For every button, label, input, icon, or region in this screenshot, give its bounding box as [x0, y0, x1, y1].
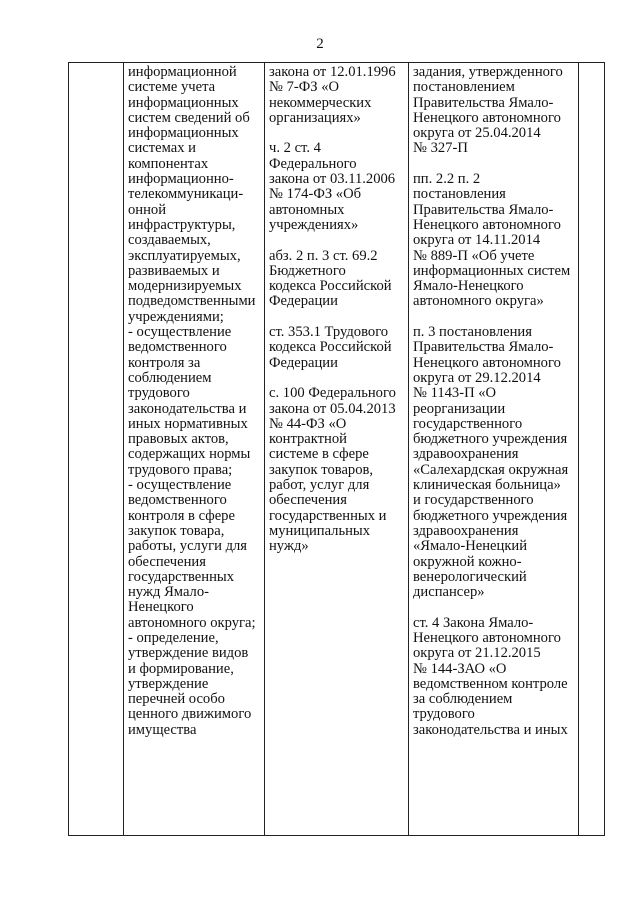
text-paragraph [269, 65, 404, 126]
text-line: пп. 2.2 п. 2 [413, 171, 481, 188]
text-line: информационных [128, 125, 239, 142]
text-line: трудового [128, 385, 190, 402]
text-line: государственных и [269, 507, 387, 524]
text-line: ст. 353.1 Трудового [269, 324, 389, 341]
text-line: Бюджетного [269, 262, 346, 279]
text-line: № 7-ФЗ «О [269, 79, 340, 96]
text-line: окружной кожно- [413, 553, 522, 570]
text-line: автономного округа; [128, 614, 256, 631]
text-line: модернизируемых [128, 278, 242, 295]
text-line: онной [128, 201, 167, 218]
text-line: утверждение видов [128, 645, 249, 662]
text-line: закупок товара, [128, 522, 225, 539]
text-line: закона от 12.01.1996 [269, 65, 396, 80]
text-line: создаваемых, [128, 232, 211, 249]
text-paragraph [413, 325, 574, 600]
text-line: венерологический [413, 568, 527, 585]
table-cell-function [124, 63, 265, 836]
text-line: № 44-ФЗ «О [269, 415, 347, 432]
text-line: Ненецкого автономного [413, 109, 561, 126]
text-line: округа от 29.12.2014 [413, 369, 541, 386]
text-line: Ненецкого автономного [413, 354, 561, 371]
text-line: информационной [128, 65, 237, 80]
text-line: Ненецкого автономного [413, 216, 561, 233]
text-line: округа от 14.11.2014 [413, 232, 541, 249]
text-line: контроля за [128, 354, 201, 371]
text-line: информационно- [128, 171, 234, 188]
text-line: № 1143-П «О [413, 385, 497, 402]
text-line: трудового [413, 706, 475, 723]
text-paragraph [269, 141, 404, 233]
text-line: развиваемых и [128, 262, 220, 279]
table-cell-number [69, 63, 124, 836]
text-line: реорганизации [413, 400, 506, 417]
text-line: с. 100 Федерального [269, 385, 396, 402]
text-line: бюджетного учреждения [413, 431, 568, 448]
text-line: Правительства Ямало- [413, 201, 554, 218]
text-line: эксплуатируемых, [128, 247, 241, 264]
text-line: кодекса Российской [269, 278, 392, 295]
text-line: кодекса Российской [269, 339, 392, 356]
text-line: обеспечения [269, 492, 347, 509]
page-number: 2 [316, 36, 324, 52]
text-line: № 889-П «Об учете [413, 247, 535, 264]
text-line: информационных систем [413, 262, 571, 279]
text-line: «Ямало-Ненецкий [413, 538, 528, 555]
text-line: учреждениях» [269, 216, 359, 233]
text-line: нужд Ямало- [128, 584, 209, 601]
text-line: работ, услуг для [269, 477, 370, 494]
text-line: округа от 25.04.2014 [413, 125, 541, 142]
text-line: утверждение [128, 675, 209, 692]
text-line: имущества [128, 721, 197, 738]
text-line: и государственного [413, 492, 534, 509]
text-line: п. 3 постановления [413, 324, 532, 341]
text-line: постановлением [413, 79, 515, 96]
text-line: работы, услуги для [128, 538, 248, 555]
text-line: клиническая больница» [413, 477, 561, 494]
text-line: бюджетного учреждения [413, 507, 568, 524]
text-line: информационных [128, 94, 239, 111]
text-line: муниципальных [269, 522, 371, 539]
text-line: постановления [413, 186, 506, 203]
text-line: телекоммуникаци- [128, 186, 244, 203]
text-line: ведомственного [128, 339, 227, 356]
text-line: ведомственном контроле [413, 675, 568, 692]
text-line: ценного движимого [128, 706, 252, 723]
text-line: автономного округа» [413, 293, 544, 310]
text-paragraph [413, 172, 574, 310]
text-line: - осуществление [128, 477, 232, 494]
text-line: законодательства и [128, 400, 247, 417]
text-line: компонентах [128, 155, 209, 172]
text-line: - определение, [128, 629, 219, 646]
text-line: контроля в сфере [128, 507, 235, 524]
text-paragraph [128, 65, 260, 738]
text-paragraph [269, 249, 404, 310]
text-line: контрактной [269, 431, 347, 448]
text-line: за соблюдением [413, 691, 513, 708]
text-line: ч. 2 ст. 4 [269, 140, 321, 157]
text-line: Правительства Ямало- [413, 339, 554, 356]
text-line: Правительства Ямало- [413, 94, 554, 111]
text-line: организациях» [269, 109, 361, 126]
text-line: Ненецкого [128, 599, 194, 616]
table-cell-federal-basis [265, 63, 409, 836]
text-line: содержащих нормы [128, 446, 251, 463]
text-line: закона от 05.04.2013 [269, 400, 396, 417]
text-line: Федерального [269, 155, 357, 172]
text-paragraph [269, 325, 404, 371]
text-line: № 174-ФЗ «Об [269, 186, 362, 203]
text-line: задания, утвержденного [413, 65, 563, 80]
text-line: учреждениями; [128, 308, 224, 325]
text-line: обеспечения [128, 553, 206, 570]
text-line: ведомственного [128, 492, 227, 509]
text-paragraph [269, 386, 404, 554]
text-line: подведомственными [128, 293, 256, 310]
text-line: инфраструктуры, [128, 216, 236, 233]
text-line: системе учета [128, 79, 216, 96]
text-line: - осуществление [128, 324, 232, 341]
text-line: трудового права; [128, 461, 233, 478]
legal-table [68, 62, 605, 836]
text-line: «Салехардская окружная [413, 461, 569, 478]
text-line: Ненецкого автономного [413, 629, 561, 646]
table-cell-regional-basis [409, 63, 579, 836]
text-line: ст. 4 Закона Ямало- [413, 614, 534, 631]
text-line: государственного [413, 415, 523, 432]
text-paragraph [413, 65, 574, 157]
table-cell-note [579, 63, 605, 836]
text-line: системах и [128, 140, 196, 157]
text-line: закона от 03.11.2006 [269, 171, 396, 188]
text-line: здравоохранения [413, 522, 519, 539]
text-line: системе в сфере [269, 446, 369, 463]
text-line: абз. 2 п. 3 ст. 69.2 [269, 247, 378, 264]
text-line: здравоохранения [413, 446, 519, 463]
table-row [69, 63, 605, 836]
text-line: законодательства и иных [413, 721, 568, 738]
text-line: перечней особо [128, 691, 225, 708]
text-line: Федерации [269, 354, 338, 371]
text-line: и формирование, [128, 660, 234, 677]
text-paragraph [413, 616, 574, 738]
text-line: закупок товаров, [269, 461, 374, 478]
text-line: автономных [269, 201, 345, 218]
text-line: нужд» [269, 538, 309, 555]
text-line: диспансер» [413, 584, 485, 601]
text-line: иных нормативных [128, 415, 248, 432]
text-line: соблюдением [128, 369, 212, 386]
text-line: некоммерческих [269, 94, 372, 111]
text-line: правовых актов, [128, 431, 229, 448]
text-line: систем сведений об [128, 109, 250, 126]
text-line: государственных [128, 568, 235, 585]
text-line: округа от 21.12.2015 [413, 645, 541, 662]
text-line: Ямало-Ненецкого [413, 278, 524, 295]
text-line: № 144-ЗАО «О [413, 660, 507, 677]
text-line: № 327-П [413, 140, 468, 157]
text-line: Федерации [269, 293, 338, 310]
